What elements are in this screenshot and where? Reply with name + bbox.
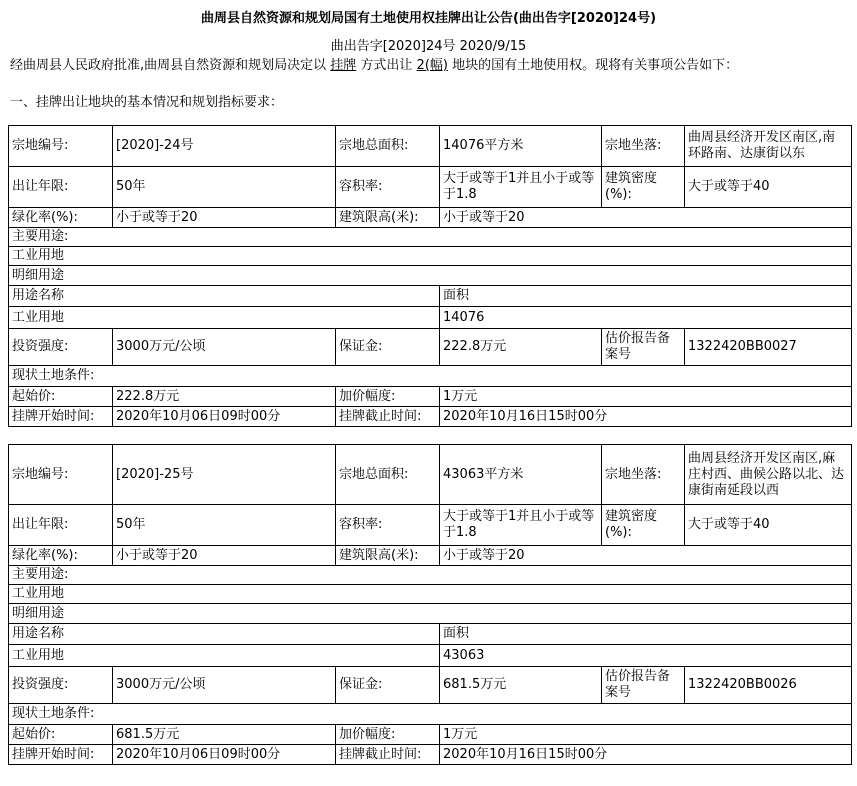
label-main-use: 主要用途: — [9, 566, 852, 585]
intro-method: 挂牌 — [330, 58, 357, 73]
label-term: 出让年限: — [9, 505, 113, 546]
label-appraisal: 估价报告备案号 — [602, 667, 685, 704]
label-density: 建筑密度(%): — [602, 167, 685, 208]
label-investment: 投资强度: — [9, 667, 113, 704]
plot-ratio-value: 大于或等于1并且小于或等于1.8 — [440, 505, 602, 546]
intro-text-after: 地块的国有土地使用权。现将有关事项公告如下： — [447, 58, 739, 73]
location-value: 曲周县经济开发区南区,南环路南、达康街以东 — [685, 126, 852, 167]
location-value: 曲周县经济开发区南区,麻庄村西、曲候公路以北、达康街南延段以西 — [685, 445, 852, 505]
green-value: 小于或等于20 — [113, 208, 336, 228]
table-row — [9, 329, 852, 366]
table-row — [9, 167, 852, 208]
parcel-no-value: [2020]-24号 — [113, 126, 336, 167]
label-location: 宗地坐落: — [602, 445, 685, 505]
table-row — [9, 704, 852, 725]
table-row — [9, 624, 852, 645]
label-area: 面积 — [440, 624, 852, 645]
term-value: 50年 — [113, 167, 336, 208]
label-plot-ratio: 容积率: — [336, 505, 440, 546]
table-row — [9, 566, 852, 585]
increment-value: 1万元 — [440, 387, 852, 407]
start-time-value: 2020年10月06日09时00分 — [113, 407, 336, 427]
label-start-price: 起始价: — [9, 725, 113, 745]
table-row — [9, 745, 852, 765]
table-row — [9, 387, 852, 407]
density-value: 大于或等于40 — [685, 167, 852, 208]
label-deposit: 保证金: — [336, 667, 440, 704]
label-plot-ratio: 容积率: — [336, 167, 440, 208]
announcement-number-date: 曲出告字[2020]24号 2020/9/15 — [330, 39, 527, 54]
label-end-time: 挂牌截止时间: — [336, 407, 440, 427]
label-investment: 投资强度: — [9, 329, 113, 366]
label-increment: 加价幅度: — [336, 725, 440, 745]
label-height: 建筑限高(米): — [336, 546, 440, 566]
label-density: 建筑密度(%): — [602, 505, 685, 546]
density-value: 大于或等于40 — [685, 505, 852, 546]
label-parcel-no: 宗地编号: — [9, 445, 113, 505]
label-total-area: 宗地总面积: — [336, 445, 440, 505]
label-green: 绿化率(%): — [9, 208, 113, 228]
section-heading: 一、挂牌出让地块的基本情况和规划指标要求： — [10, 95, 284, 110]
table-row — [9, 307, 852, 329]
label-appraisal: 估价报告备案号 — [602, 329, 685, 366]
table-row — [9, 407, 852, 427]
main-use-value: 工业用地 — [9, 585, 852, 604]
label-term: 出让年限: — [9, 167, 113, 208]
table-row — [9, 645, 852, 667]
intro-count: 2(幅) — [416, 58, 448, 73]
appraisal-value: 1322420BB0026 — [685, 667, 852, 704]
total-area-value: 14076平方米 — [440, 126, 602, 167]
table-row — [9, 286, 852, 307]
label-increment: 加价幅度: — [336, 387, 440, 407]
plot-ratio-value: 大于或等于1并且小于或等于1.8 — [440, 167, 602, 208]
intro-text-before: 经曲周县人民政府批准,曲周县自然资源和规划局决定以 — [10, 58, 331, 73]
label-deposit: 保证金: — [336, 329, 440, 366]
label-location: 宗地坐落: — [602, 126, 685, 167]
label-area: 面积 — [440, 286, 852, 307]
parcel-no-value: [2020]-25号 — [113, 445, 336, 505]
label-end-time: 挂牌截止时间: — [336, 745, 440, 765]
label-use-name: 用途名称 — [9, 286, 440, 307]
table-row — [9, 208, 852, 228]
main-use-value: 工业用地 — [9, 247, 852, 266]
label-green: 绿化率(%): — [9, 546, 113, 566]
total-area-value: 43063平方米 — [440, 445, 602, 505]
parcel-table — [8, 125, 852, 427]
intro-text-middle: 方式出让 — [356, 58, 417, 73]
label-main-use: 主要用途: — [9, 228, 852, 247]
investment-value: 3000万元/公顷 — [113, 667, 336, 704]
table-row — [9, 366, 852, 387]
table-row — [9, 667, 852, 704]
area-value: 43063 — [440, 645, 852, 667]
table-row — [9, 266, 852, 286]
table-row — [9, 505, 852, 546]
increment-value: 1万元 — [440, 725, 852, 745]
table-row — [9, 247, 852, 266]
appraisal-value: 1322420BB0027 — [685, 329, 852, 366]
table-row — [9, 546, 852, 566]
parcel-table — [8, 444, 852, 765]
table-row — [9, 585, 852, 604]
end-time-value: 2020年10月16日15时00分 — [440, 407, 852, 427]
area-value: 14076 — [440, 307, 852, 329]
label-height: 建筑限高(米): — [336, 208, 440, 228]
label-total-area: 宗地总面积: — [336, 126, 440, 167]
label-start-time: 挂牌开始时间: — [9, 407, 113, 427]
label-start-price: 起始价: — [9, 387, 113, 407]
table-row — [9, 445, 852, 505]
intro-paragraph — [10, 54, 738, 73]
label-detail-use: 明细用途 — [9, 266, 852, 286]
label-use-name: 用途名称 — [9, 624, 440, 645]
label-parcel-no: 宗地编号: — [9, 126, 113, 167]
start-price-value: 222.8万元 — [113, 387, 336, 407]
height-value: 小于或等于20 — [440, 546, 852, 566]
start-price-value: 681.5万元 — [113, 725, 336, 745]
green-value: 小于或等于20 — [113, 546, 336, 566]
start-time-value: 2020年10月06日09时00分 — [113, 745, 336, 765]
label-status: 现状土地条件: — [9, 704, 852, 725]
label-detail-use: 明细用途 — [9, 604, 852, 624]
label-status: 现状土地条件: — [9, 366, 852, 387]
height-value: 小于或等于20 — [440, 208, 852, 228]
deposit-value: 681.5万元 — [440, 667, 602, 704]
deposit-value: 222.8万元 — [440, 329, 602, 366]
table-row — [9, 604, 852, 624]
table-row — [9, 126, 852, 167]
label-start-time: 挂牌开始时间: — [9, 745, 113, 765]
term-value: 50年 — [113, 505, 336, 546]
table-row — [9, 725, 852, 745]
investment-value: 3000万元/公顷 — [113, 329, 336, 366]
use-name-value: 工业用地 — [9, 307, 440, 329]
end-time-value: 2020年10月16日15时00分 — [440, 745, 852, 765]
table-row — [9, 228, 852, 247]
use-name-value: 工业用地 — [9, 645, 440, 667]
page-title: 曲周县自然资源和规划局国有土地使用权挂牌出让公告(曲出告字[2020]24号) — [200, 11, 657, 26]
